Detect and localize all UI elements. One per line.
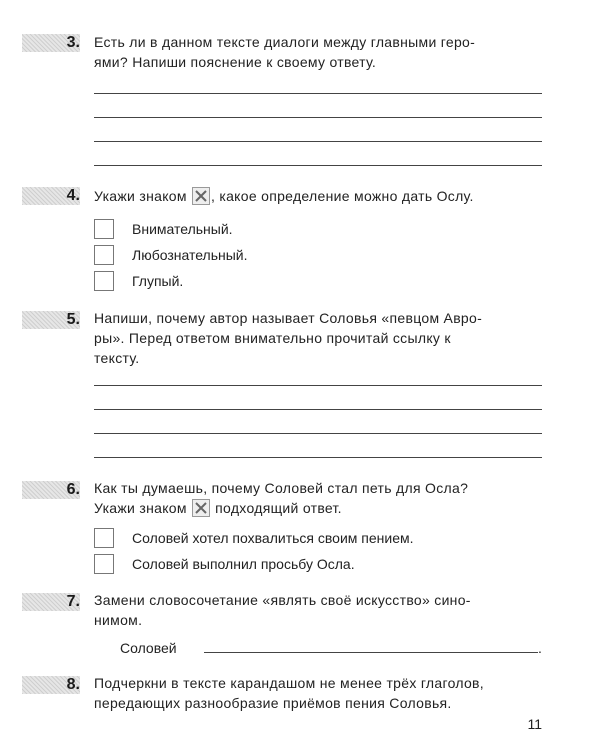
task-number-badge: 7. (22, 591, 84, 613)
answer-prefix: Соловей (120, 640, 177, 656)
task-number-badge: 6. (22, 479, 84, 501)
task-7-text: Замени словосочетание «являть своё искусство» сино- нимом. (94, 592, 471, 628)
x-checkbox-icon (192, 187, 210, 205)
task-8-text: Подчеркни в тексте карандашом не менее трёх глаголов, передающих разнообразие приёмов пения Соловья. (94, 675, 484, 711)
answer-line[interactable] (94, 117, 542, 118)
task-3-text: Есть ли в данном тексте диалоги между главными геро- ями? Напиши пояснение к своему ответу. (94, 34, 476, 70)
checkbox-option-1[interactable] (94, 219, 114, 239)
answer-line[interactable] (94, 93, 542, 94)
answer-suffix: . (538, 640, 542, 656)
option-label: Соловей выполнил просьбу Осла. (132, 556, 355, 572)
task-6-text: Как ты думаешь, почему Соловей стал петь для Осла? Укажи знаком подходящий ответ. (94, 480, 469, 516)
answer-line[interactable] (94, 165, 542, 166)
checkbox-option-3[interactable] (94, 271, 114, 291)
checkbox-option-2[interactable] (94, 554, 114, 574)
checkbox-option-1[interactable] (94, 528, 114, 548)
option-label: Соловей хотел похвалиться своим пением. (132, 530, 414, 546)
x-checkbox-icon (192, 499, 210, 517)
task-number-badge: 8. (22, 674, 84, 696)
answer-line[interactable] (94, 457, 542, 458)
page-number: 11 (527, 716, 542, 732)
task-number-badge: 4. (22, 185, 84, 207)
option-label: Глупый. (132, 273, 184, 289)
answer-line[interactable] (94, 409, 542, 410)
option-label: Любознательный. (132, 247, 248, 263)
answer-fill-line[interactable] (204, 652, 538, 653)
checkbox-option-2[interactable] (94, 245, 114, 265)
task-5-text: Напиши, почему автор называет Соловья «певцом Авро- ры». Перед ответом внимательно прочитай ссылку к тексту. (94, 310, 483, 366)
task-4-text: Укажи знаком , какое определение можно дать Ослу. (94, 188, 474, 204)
answer-line[interactable] (94, 433, 542, 434)
answer-line[interactable] (94, 385, 542, 386)
option-label: Внимательный. (132, 221, 233, 237)
answer-line[interactable] (94, 141, 542, 142)
task-number-badge: 3. (22, 32, 84, 54)
task-number-badge: 5. (22, 309, 84, 331)
